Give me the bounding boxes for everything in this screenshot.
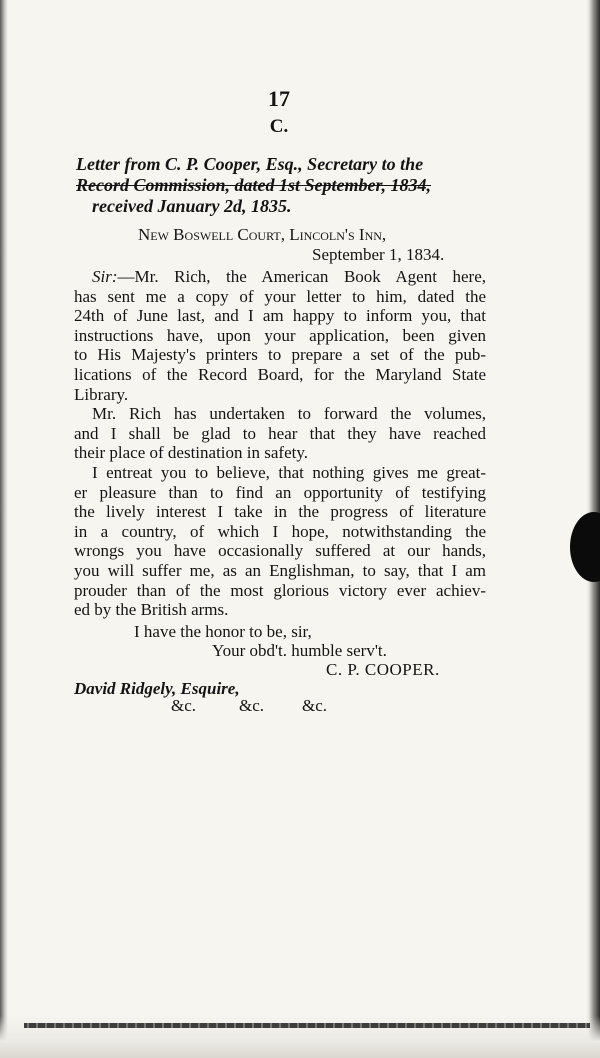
complimentary-close-2: Your obd't. humble serv't. xyxy=(212,641,387,660)
etc-mark: &c. xyxy=(302,696,328,715)
body-line: Mr. Rich has undertaken to forward the volumes, xyxy=(92,404,486,424)
heading-line-2: Record Commission, dated 1st September, 1834, xyxy=(76,175,432,195)
body-line xyxy=(74,267,486,287)
body-line: the lively interest I take in the progress of literature xyxy=(74,502,486,522)
complimentary-close: I have the honor to be, sir, xyxy=(134,622,312,641)
body-line: ed by the British arms. xyxy=(74,600,229,620)
body-line: their place of destination in safety. xyxy=(74,443,308,463)
body-line: you will suffer me, as an Englishman, to say, that I am xyxy=(74,560,486,580)
sender-address: New Boswell Court, Lincoln's Inn, xyxy=(138,225,387,244)
body-line: prouder than of the most glorious victory ever achiev- xyxy=(74,580,486,600)
body-line: has sent me a copy of your letter to him, dated the xyxy=(74,286,486,306)
heading-line-3: received January 2d, 1835. xyxy=(92,196,292,216)
body-line: and I shall be glad to hear that they have reached xyxy=(74,423,486,443)
body-line: wrongs you have occasionally suffered at our hands, xyxy=(74,541,486,561)
heading-line-1: Letter from C. P. Cooper, Esq., Secretary to the xyxy=(76,154,424,174)
body-line: 24th of June last, and I am happy to inform you, that xyxy=(74,306,486,326)
body-line: Library. xyxy=(74,384,129,404)
body-line: lications of the Record Board, for the Maryland State xyxy=(74,364,486,384)
salutation: Sir: xyxy=(92,267,118,286)
binding-blot xyxy=(570,512,600,582)
body-line: in a country, of which I hope, notwithstanding the xyxy=(74,521,486,541)
letter-body xyxy=(74,267,486,620)
body-line: I entreat you to believe, that nothing gives me great- xyxy=(92,462,486,482)
letter-heading xyxy=(76,154,486,217)
binding-rule xyxy=(24,1023,590,1028)
page-number: 17 xyxy=(268,86,290,111)
addressee: David Ridgely, Esquire, xyxy=(74,679,240,698)
section-letter: C. xyxy=(269,116,289,137)
etc-mark: &c. xyxy=(171,696,197,715)
page-edge-left xyxy=(0,0,8,1058)
body-line-text: —Mr. Rich, the American Book Agent here, xyxy=(117,267,486,286)
letter-date: September 1, 1834. xyxy=(312,245,445,264)
body-line: er pleasure than to find an opportunity of testifying xyxy=(74,482,486,502)
body-line: to His Majesty's printers to prepare a set of the pub- xyxy=(74,345,486,365)
etc-mark: &c. xyxy=(239,696,265,715)
body-line: instructions have, upon your application, been given xyxy=(74,325,486,345)
signature: C. P. COOPER. xyxy=(326,660,440,679)
